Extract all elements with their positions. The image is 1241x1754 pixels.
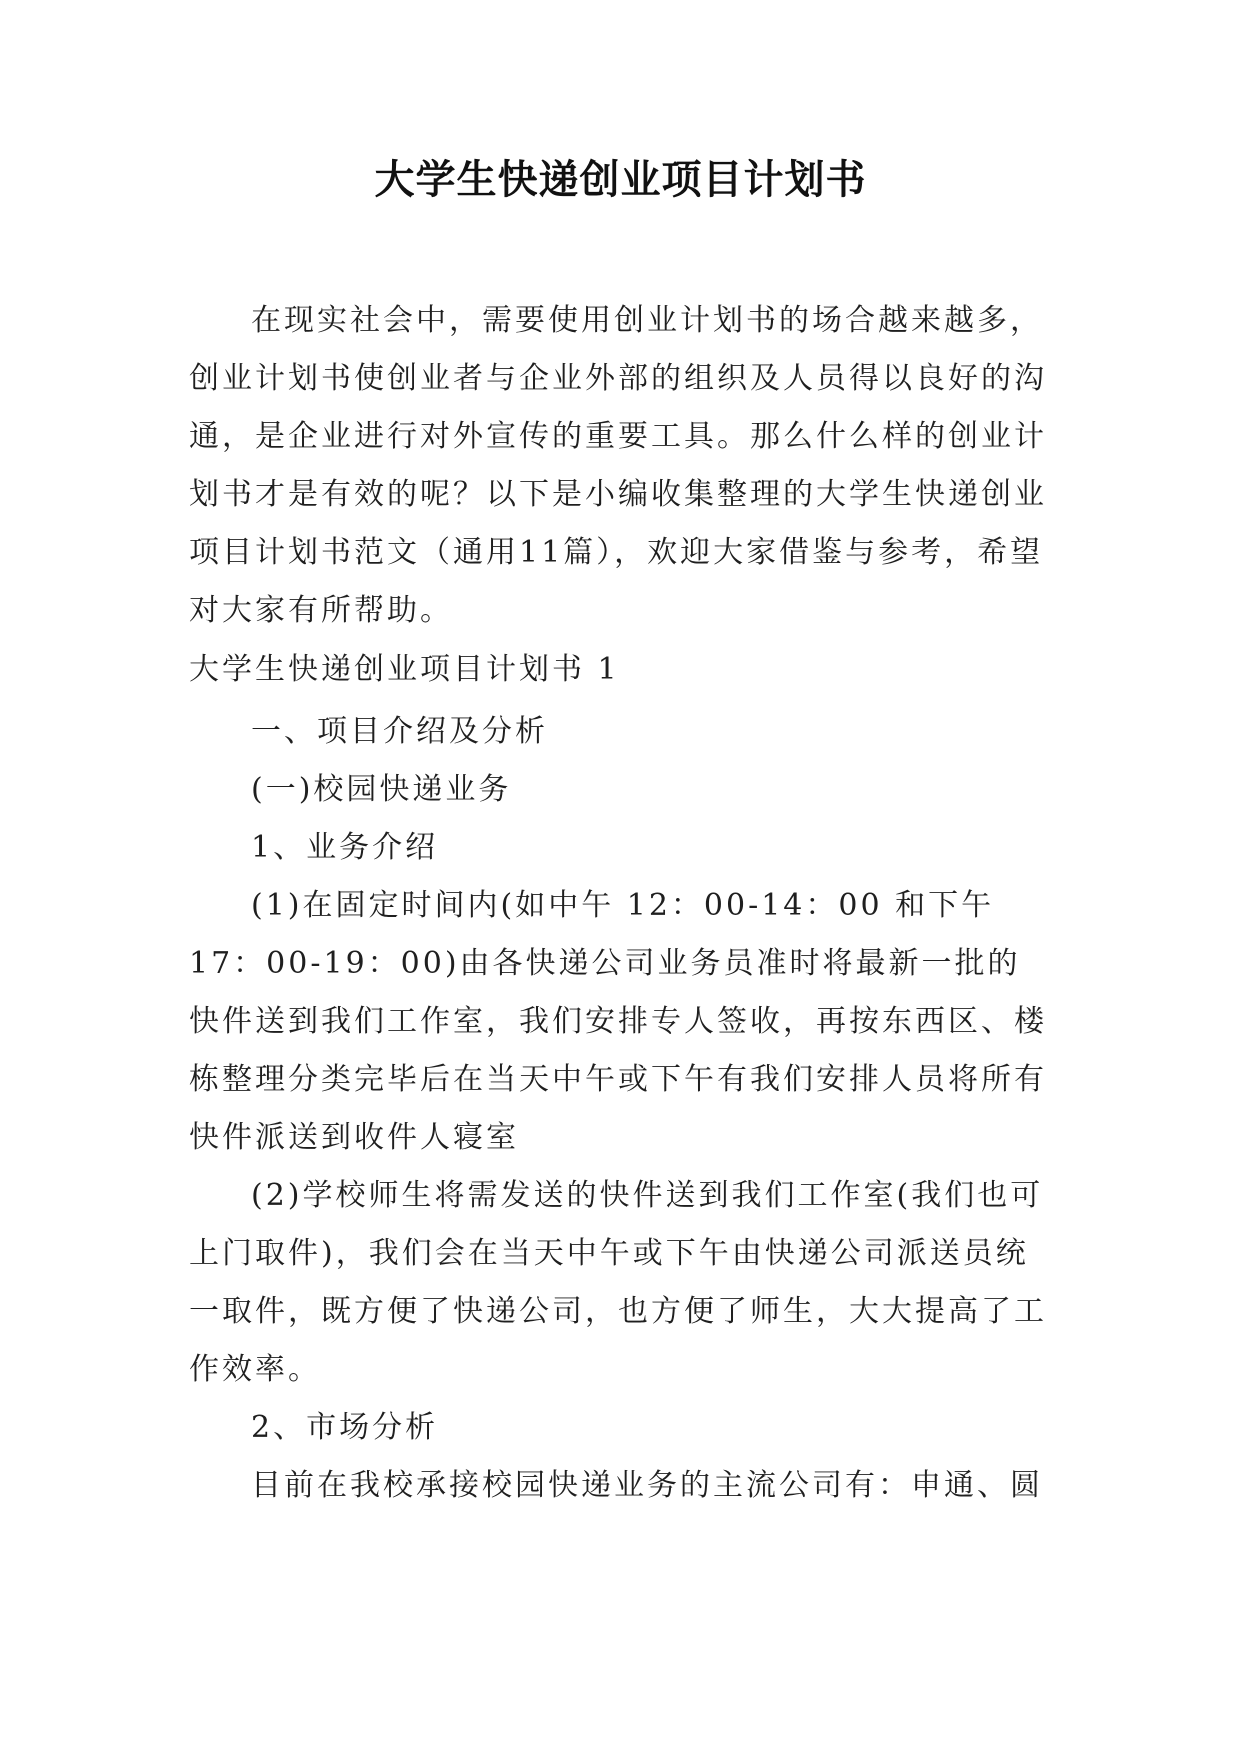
heading-business-intro: 1、业务介绍: [251, 830, 439, 865]
document-title: 大学生快递创业项目计划书: [374, 157, 867, 203]
paragraph-item-2: (2)学校师生将需发送的快件送到我们工作室(我们也可上门取件)，我们会在当天中午或下午由快递公司派送员统一取件，既方便了快递公司，也方便了师生，大大提高了工作效率。: [189, 1178, 1047, 1387]
heading-market-analysis: 2、市场分析: [251, 1410, 439, 1445]
main-content: [189, 652, 1051, 1515]
paragraph-market: 目前在我校承接校园快递业务的主流公司有：申通、圆: [251, 1468, 1043, 1503]
section-title: 大学生快递创业项目计划书 1: [189, 652, 620, 687]
intro-paragraph: 在现实社会中，需要使用创业计划书的场合越来越多，创业计划书使创业者与企业外部的组织及人员得以良好的沟通，是企业进行对外宣传的重要工具。那么什么样的创业计划书才是有效的呢？以下是小编收集整理的大学生快递创业项目计划书范文（通用11篇），欢迎大家借鉴与参考，希望对大家有所帮助。: [189, 303, 1047, 628]
heading-campus-express: (一)校园快递业务: [251, 772, 512, 807]
heading-project-intro: 一、项目介绍及分析: [251, 714, 548, 749]
intro-block: [189, 292, 1051, 640]
paragraph-item-1: (1)在固定时间内(如中午 12：00-14：00 和下午 17：00-19：00)由各快递公司业务员准时将最新一批的快件送到我们工作室，我们安排专人签收，再按东西区、楼栋整理分类完毕后在当天中午或下午有我们安排人员将所有快件派送到收件人寝室: [189, 888, 1047, 1155]
